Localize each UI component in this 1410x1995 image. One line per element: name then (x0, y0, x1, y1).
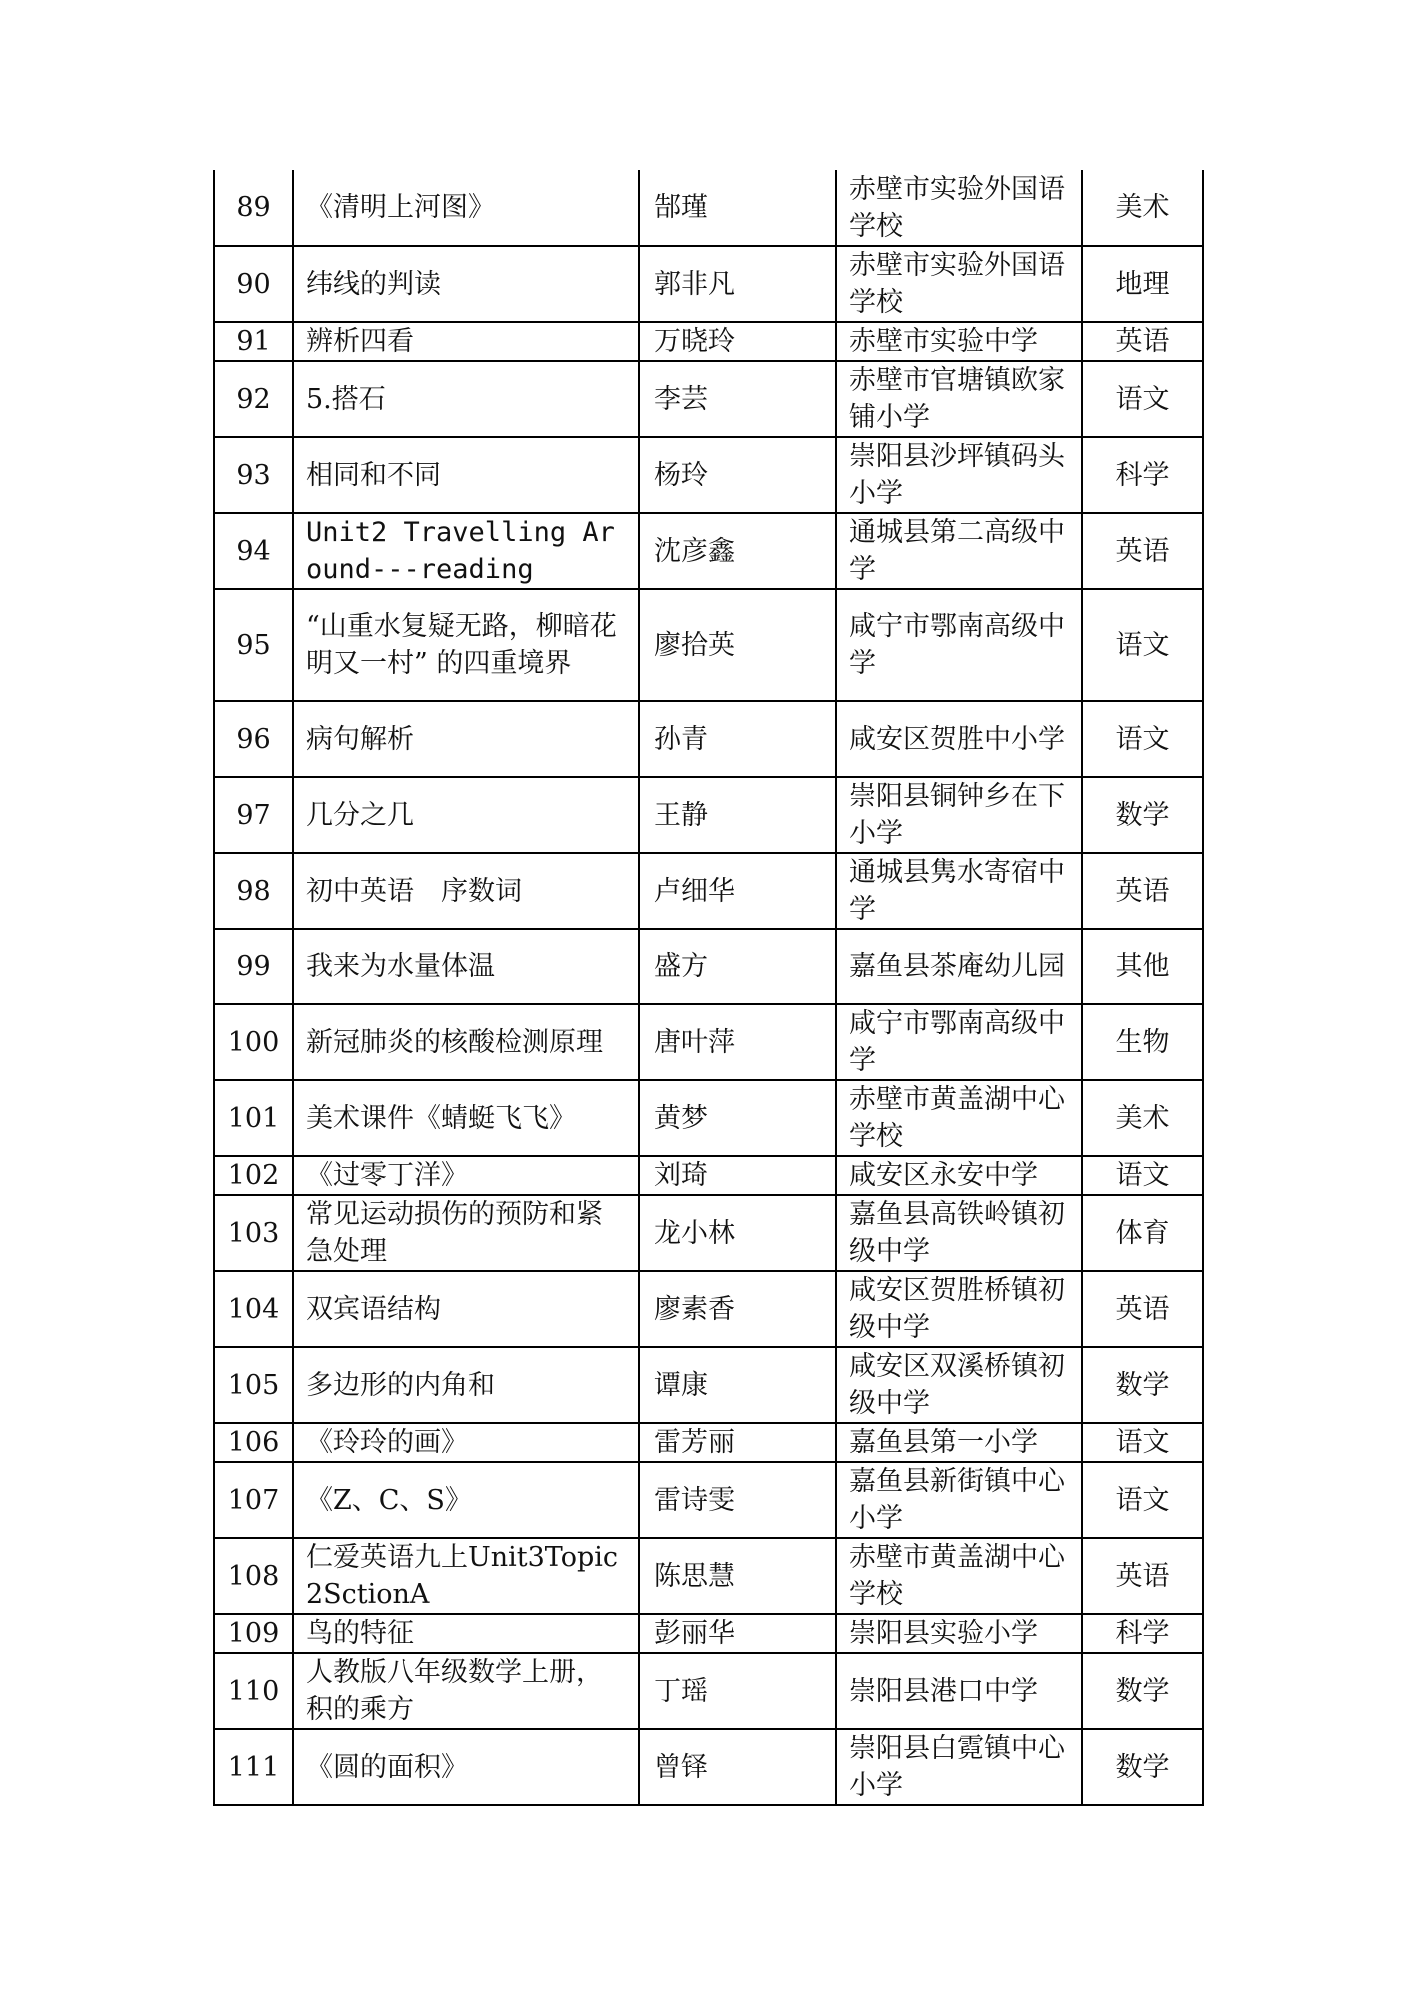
cell-school: 赤壁市黄盖湖中心学校 (836, 1538, 1082, 1614)
cell-subject: 英语 (1082, 1271, 1203, 1347)
cell-author: 彭丽华 (639, 1614, 836, 1653)
table-row (214, 701, 1203, 777)
table-row (214, 1347, 1203, 1423)
table-row (214, 437, 1203, 513)
cell-number: 111 (214, 1729, 293, 1805)
cell-school: 咸安区双溪桥镇初级中学 (836, 1347, 1082, 1423)
cell-title: 我来为水量体温 (293, 929, 639, 1004)
cell-number: 109 (214, 1614, 293, 1653)
cell-author: 黄梦 (639, 1080, 836, 1156)
table-row (214, 1271, 1203, 1347)
cell-title: 《Z、C、S》 (293, 1462, 639, 1538)
table-row (214, 322, 1203, 361)
cell-title: 《清明上河图》 (293, 170, 639, 246)
table-row (214, 1080, 1203, 1156)
cell-subject: 地理 (1082, 246, 1203, 322)
cell-title: 初中英语 序数词 (293, 853, 639, 929)
table-row (214, 1462, 1203, 1538)
cell-title: 双宾语结构 (293, 1271, 639, 1347)
cell-number: 110 (214, 1653, 293, 1729)
cell-author: 王静 (639, 777, 836, 853)
table-row (214, 929, 1203, 1004)
cell-subject: 生物 (1082, 1004, 1203, 1080)
cell-author: 孙青 (639, 701, 836, 777)
table-row (214, 1423, 1203, 1462)
cell-subject: 英语 (1082, 1538, 1203, 1614)
cell-author: 廖素香 (639, 1271, 836, 1347)
cell-title: 病句解析 (293, 701, 639, 777)
cell-number: 104 (214, 1271, 293, 1347)
cell-subject: 美术 (1082, 1080, 1203, 1156)
cell-author: 刘琦 (639, 1156, 836, 1195)
cell-school: 嘉鱼县新街镇中心小学 (836, 1462, 1082, 1538)
cell-school: 赤壁市实验中学 (836, 322, 1082, 361)
table-row (214, 361, 1203, 437)
cell-school: 赤壁市实验外国语学校 (836, 246, 1082, 322)
cell-title: 人教版八年级数学上册，积的乘方 (293, 1653, 639, 1729)
cell-number: 98 (214, 853, 293, 929)
cell-title: 新冠肺炎的核酸检测原理 (293, 1004, 639, 1080)
cell-school: 咸安区永安中学 (836, 1156, 1082, 1195)
cell-title: 多边形的内角和 (293, 1347, 639, 1423)
cell-number: 90 (214, 246, 293, 322)
cell-number: 89 (214, 170, 293, 246)
awards-table (213, 170, 1204, 1806)
cell-title: Unit2 Travelling Around---reading (293, 513, 639, 589)
table-row (214, 1538, 1203, 1614)
cell-subject: 英语 (1082, 513, 1203, 589)
cell-subject: 美术 (1082, 170, 1203, 246)
cell-number: 93 (214, 437, 293, 513)
cell-title: 几分之几 (293, 777, 639, 853)
cell-school: 崇阳县沙坪镇码头小学 (836, 437, 1082, 513)
cell-school: 咸安区贺胜桥镇初级中学 (836, 1271, 1082, 1347)
table-row (214, 513, 1203, 589)
cell-title: 相同和不同 (293, 437, 639, 513)
cell-subject: 语文 (1082, 1423, 1203, 1462)
table-body (214, 170, 1203, 1805)
cell-subject: 语文 (1082, 1156, 1203, 1195)
cell-number: 103 (214, 1195, 293, 1271)
cell-subject: 语文 (1082, 701, 1203, 777)
cell-author: 龙小林 (639, 1195, 836, 1271)
cell-number: 108 (214, 1538, 293, 1614)
cell-title: 纬线的判读 (293, 246, 639, 322)
cell-title: 鸟的特征 (293, 1614, 639, 1653)
cell-school: 崇阳县港口中学 (836, 1653, 1082, 1729)
table-row (214, 246, 1203, 322)
table-row (214, 1156, 1203, 1195)
table-row (214, 170, 1203, 246)
cell-school: 崇阳县实验小学 (836, 1614, 1082, 1653)
cell-title: 常见运动损伤的预防和紧急处理 (293, 1195, 639, 1271)
cell-author: 谭康 (639, 1347, 836, 1423)
table-row (214, 1195, 1203, 1271)
table-row (214, 1653, 1203, 1729)
cell-school: 赤壁市官塘镇欧家铺小学 (836, 361, 1082, 437)
cell-subject: 科学 (1082, 437, 1203, 513)
cell-author: 曾铎 (639, 1729, 836, 1805)
cell-title: 《圆的面积》 (293, 1729, 639, 1805)
table-row (214, 1729, 1203, 1805)
cell-author: 雷诗雯 (639, 1462, 836, 1538)
cell-school: 咸宁市鄂南高级中学 (836, 589, 1082, 701)
cell-school: 咸宁市鄂南高级中学 (836, 1004, 1082, 1080)
table-row (214, 589, 1203, 701)
cell-school: 赤壁市实验外国语学校 (836, 170, 1082, 246)
cell-title: 《玲玲的画》 (293, 1423, 639, 1462)
cell-number: 99 (214, 929, 293, 1004)
cell-school: 赤壁市黄盖湖中心学校 (836, 1080, 1082, 1156)
cell-author: 沈彦鑫 (639, 513, 836, 589)
cell-title: 辨析四看 (293, 322, 639, 361)
table-row (214, 1004, 1203, 1080)
cell-author: 廖拾英 (639, 589, 836, 701)
cell-subject: 语文 (1082, 361, 1203, 437)
cell-number: 107 (214, 1462, 293, 1538)
cell-school: 嘉鱼县第一小学 (836, 1423, 1082, 1462)
cell-author: 万晓玲 (639, 322, 836, 361)
cell-author: 陈思慧 (639, 1538, 836, 1614)
cell-title: “山重水复疑无路，柳暗花明又一村” 的四重境界 (293, 589, 639, 701)
cell-school: 通城县第二高级中学 (836, 513, 1082, 589)
cell-author: 郭非凡 (639, 246, 836, 322)
cell-school: 咸安区贺胜中小学 (836, 701, 1082, 777)
cell-author: 卢细华 (639, 853, 836, 929)
cell-author: 丁瑶 (639, 1653, 836, 1729)
cell-school: 崇阳县铜钟乡在下小学 (836, 777, 1082, 853)
cell-number: 101 (214, 1080, 293, 1156)
table-row (214, 853, 1203, 929)
cell-subject: 数学 (1082, 1729, 1203, 1805)
cell-author: 李芸 (639, 361, 836, 437)
cell-subject: 语文 (1082, 589, 1203, 701)
cell-school: 通城县隽水寄宿中学 (836, 853, 1082, 929)
table-row (214, 777, 1203, 853)
cell-number: 95 (214, 589, 293, 701)
cell-subject: 语文 (1082, 1462, 1203, 1538)
cell-subject: 数学 (1082, 1653, 1203, 1729)
cell-number: 106 (214, 1423, 293, 1462)
cell-school: 嘉鱼县高铁岭镇初级中学 (836, 1195, 1082, 1271)
cell-number: 92 (214, 361, 293, 437)
table-row (214, 1614, 1203, 1653)
cell-author: 郜瑾 (639, 170, 836, 246)
cell-subject: 数学 (1082, 1347, 1203, 1423)
cell-school: 崇阳县白霓镇中心小学 (836, 1729, 1082, 1805)
cell-subject: 英语 (1082, 853, 1203, 929)
cell-subject: 数学 (1082, 777, 1203, 853)
cell-number: 100 (214, 1004, 293, 1080)
cell-subject: 科学 (1082, 1614, 1203, 1653)
cell-subject: 其他 (1082, 929, 1203, 1004)
cell-school: 嘉鱼县茶庵幼儿园 (836, 929, 1082, 1004)
cell-title: 5.搭石 (293, 361, 639, 437)
cell-author: 唐叶萍 (639, 1004, 836, 1080)
cell-number: 91 (214, 322, 293, 361)
cell-author: 盛方 (639, 929, 836, 1004)
cell-author: 杨玲 (639, 437, 836, 513)
cell-subject: 英语 (1082, 322, 1203, 361)
cell-number: 105 (214, 1347, 293, 1423)
cell-author: 雷芳丽 (639, 1423, 836, 1462)
cell-number: 96 (214, 701, 293, 777)
cell-title: 《过零丁洋》 (293, 1156, 639, 1195)
cell-subject: 体育 (1082, 1195, 1203, 1271)
cell-number: 97 (214, 777, 293, 853)
cell-number: 102 (214, 1156, 293, 1195)
cell-number: 94 (214, 513, 293, 589)
cell-title: 仁爱英语九上Unit3Topic2SctionA (293, 1538, 639, 1614)
cell-title: 美术课件《蜻蜓飞飞》 (293, 1080, 639, 1156)
